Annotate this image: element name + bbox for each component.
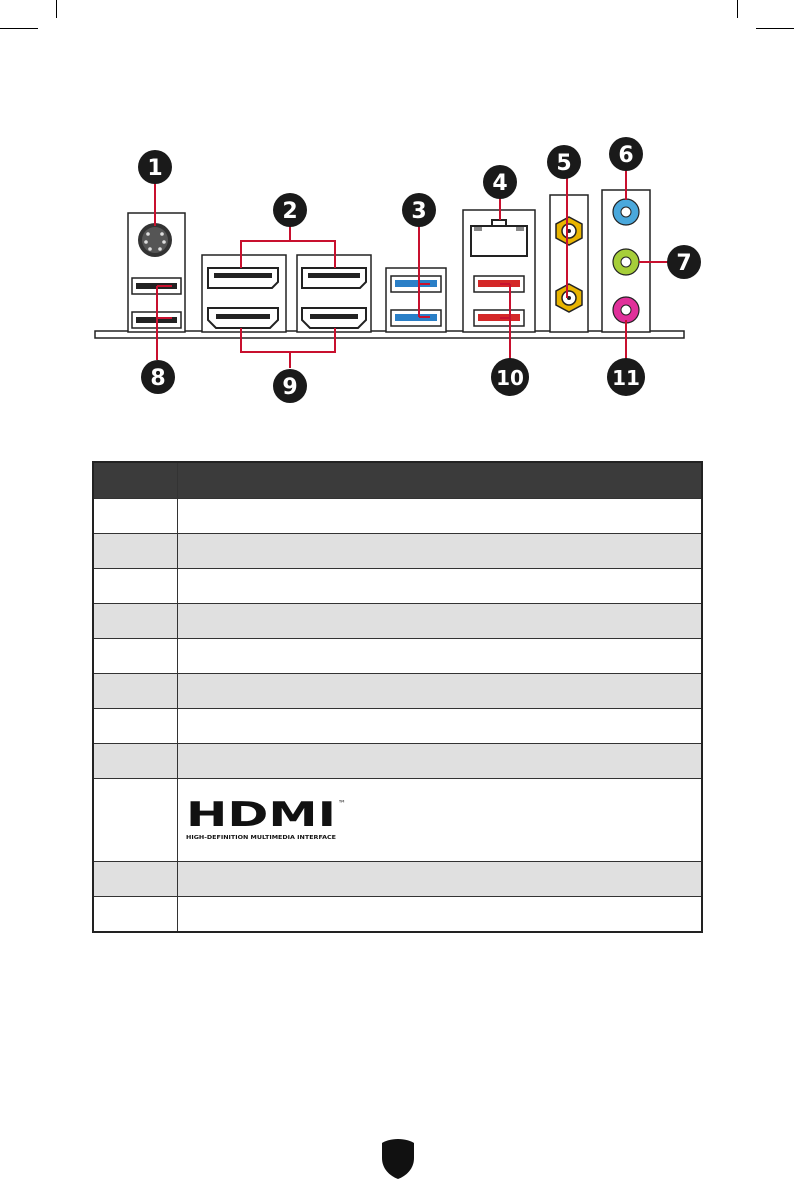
display-ports-block (202, 255, 371, 332)
table-row (93, 604, 702, 639)
table-row (93, 569, 702, 604)
row-number (93, 534, 178, 569)
table-row (93, 862, 702, 897)
row-number (93, 604, 178, 639)
row-text (178, 499, 703, 534)
row-text (178, 674, 703, 709)
row-number (93, 569, 178, 604)
shield-icon (381, 1138, 415, 1180)
header-cell-number (93, 462, 178, 499)
hdmi-logo (186, 797, 361, 842)
table-row (93, 897, 702, 932)
svg-text:9: 9 (282, 375, 298, 400)
port-table (92, 461, 703, 933)
callout-10 (491, 358, 529, 396)
svg-text:11: 11 (612, 366, 640, 390)
row-number (93, 639, 178, 674)
lan-usb-block (463, 210, 535, 332)
callout-4 (483, 165, 517, 199)
row-text (178, 709, 703, 744)
callout-11 (607, 358, 645, 396)
wifi-antenna-block (550, 195, 588, 332)
hdmi-tagline: HIGH-DEFINITION MULTIMEDIA INTERFACE (186, 835, 337, 841)
table-row (93, 709, 702, 744)
svg-text:8: 8 (150, 366, 166, 391)
row-text (178, 569, 703, 604)
svg-text:4: 4 (492, 171, 508, 196)
row-text (178, 604, 703, 639)
table-row (93, 674, 702, 709)
table-row (93, 534, 702, 569)
callout-7 (667, 245, 701, 279)
svg-text:10: 10 (496, 366, 524, 390)
row-number (93, 779, 178, 862)
row-number (93, 744, 178, 779)
table-row-hdmi (93, 779, 702, 862)
svg-text:3: 3 (411, 199, 427, 224)
callout-6 (609, 137, 643, 171)
hdmi-wordmark: HDMI (186, 797, 336, 835)
callout-1 (138, 150, 172, 184)
svg-text:6: 6 (618, 143, 634, 168)
row-text (178, 639, 703, 674)
table-row (93, 639, 702, 674)
svg-text:2: 2 (282, 199, 298, 224)
hdmi-trademark: ™ (338, 799, 346, 808)
row-number (93, 897, 178, 932)
row-number (93, 674, 178, 709)
hdmi-logo-cell (178, 779, 703, 862)
row-text (178, 862, 703, 897)
svg-text:1: 1 (147, 156, 163, 181)
svg-text:5: 5 (556, 151, 572, 176)
row-number (93, 709, 178, 744)
callout-2 (273, 193, 307, 227)
callout-3 (402, 193, 436, 227)
row-text (178, 897, 703, 932)
callout-8 (141, 360, 175, 394)
header-cell-description (178, 462, 703, 499)
rear-io-diagram (0, 0, 794, 420)
row-number (93, 862, 178, 897)
table-row (93, 744, 702, 779)
svg-text:7: 7 (676, 251, 692, 276)
table-row (93, 499, 702, 534)
row-number (93, 499, 178, 534)
usb3-blue-block (386, 268, 446, 332)
table-header (93, 462, 702, 499)
callout-5 (547, 145, 581, 179)
row-text (178, 534, 703, 569)
callout-9 (273, 369, 307, 403)
row-text (178, 744, 703, 779)
